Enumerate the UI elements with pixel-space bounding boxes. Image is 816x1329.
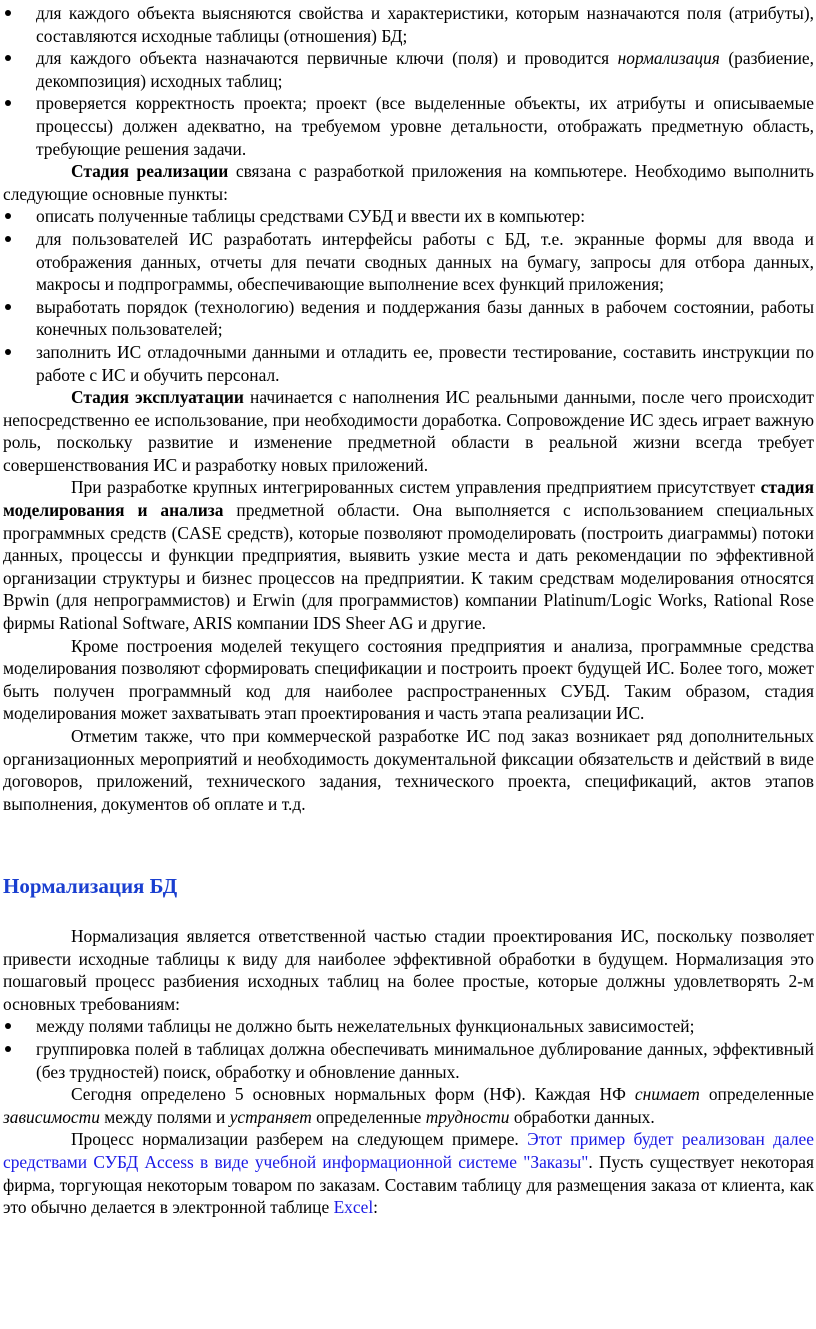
text-segment: определенные <box>699 1084 815 1105</box>
text-segment: : <box>373 1197 378 1218</box>
italic-term: устраняет <box>229 1106 312 1127</box>
paragraph-normalization-intro: Нормализация является ответственной частью стадии проектирования ИС, поскольку позволяет привести исходные таблицы к виду для наиболее эффективной обработки в будущем. Нормализация это пошаговый процесс разбиения исходных таблиц на более простые, которые должны удовлетворять 2-м основных требованиям: <box>3 925 814 1014</box>
list-item: заполнить ИС отладочными данными и отладить ее, провести тестирование, составить инструкции по работе с ИС и обучить персонал. <box>3 341 814 386</box>
italic-term: зависимости <box>3 1106 100 1127</box>
text-segment: Сегодня определено 5 основных нормальных форм (НФ). Каждая НФ <box>71 1084 635 1105</box>
italic-term: снимает <box>634 1084 700 1105</box>
paragraph-modeling <box>3 476 814 634</box>
text-segment: связана с разработкой приложения на компьютере. Необходимо выполнить следующие основные пункты: <box>3 161 814 204</box>
list-item: выработать порядок (технологию) ведения и поддержания базы данных в рабочем состоянии, работы конечных пользователей; <box>3 296 814 341</box>
text-segment: обработки данных. <box>509 1106 655 1127</box>
paragraph-realization <box>3 160 814 205</box>
text-segment: При разработке крупных интегрированных систем управления предприятием присутствует <box>71 477 761 498</box>
text-segment: начинается с наполнения ИС реальными данными, после чего происходит непосредственно ее использование, при необходимости доработка. Сопровождение ИС здесь играет важную роль, поскольку развитие и изменение предметной области в реальной жизни всегда требует совершенствования ИС и разработку новых приложений. <box>3 387 814 475</box>
text-segment: для каждого объекта назначаются первичные ключи (поля) и проводится <box>36 48 618 69</box>
list-item: группировка полей в таблицах должна обеспечивать минимальное дублирование данных, эффективный (без трудностей) поиск, обработку и обновление данных. <box>3 1038 814 1083</box>
paragraph-exploitation <box>3 386 814 476</box>
bold-term: Стадия реализации <box>71 161 229 182</box>
section-heading: Нормализация БД <box>3 874 178 899</box>
paragraph-commercial: Отметим также, что при коммерческой разработке ИС под заказ возникает ряд дополнительных организационных мероприятий и необходимость документальной фиксации обязательств и действий в виде договоров, приложений, технического задания, технического проекта, спецификаций, актов этапов выполнения, документов об оплате и т.д. <box>3 726 814 814</box>
list-item <box>3 47 814 92</box>
list-item: для пользователей ИС разработать интерфейсы работы с БД, т.е. экранные формы для ввода и отображения данных, отчеты для печати сводных данных на бумагу, запросы для отбора данных, макросы и подпрограммы, обеспечивающие выполнение всех функций приложения; <box>3 228 814 296</box>
paragraph-normal-forms <box>3 1083 814 1128</box>
paragraph-example <box>3 1128 814 1218</box>
bullet-list-design-steps <box>3 2 814 160</box>
text-segment: между полями и <box>99 1106 230 1127</box>
bold-term: стадия моделирования и анализа <box>3 477 814 521</box>
text-segment: . Пусть существует некоторая фирма, торгующая некоторым товаром по заказам. Составим таблицу для размещения заказа от клиента, как это обычно делается в электронной таблице <box>3 1151 814 1218</box>
highlighted-text: Excel <box>333 1197 374 1218</box>
italic-term: нормализация <box>617 48 720 69</box>
list-item: для каждого объекта выясняются свойства и характеристики, которым назначаются поля (атрибуты), составляются исходные таблицы (отношения) БД; <box>3 2 814 47</box>
text-segment: (разбиение, декомпозиция) исходных таблиц; <box>36 48 814 91</box>
bullet-list-requirements <box>3 1015 814 1083</box>
paragraph-models: Кроме построения моделей текущего состояния предприятия и анализа, программные средства моделирования позволяют сформировать спецификации и построить проект будущей ИС. Более того, может быть получен программный код для наиболее распространенных СУБД. Таким образом, стадия моделирования может захватывать этап проектирования и часть этапа реализации ИС. <box>3 635 814 724</box>
highlighted-text: Этот пример будет реализован далее средствами СУБД Access в виде учебной информационной системе "Заказы" <box>3 1129 814 1172</box>
text-segment: Процесс нормализации разберем на следующем примере. <box>71 1129 528 1150</box>
list-item: между полями таблицы не должно быть нежелательных функциональных зависимостей; <box>3 1015 814 1038</box>
text-segment: предметной области. Она выполняется с использованием специальных программных средств (CASE средств), которые позволяют промоделировать (построить диаграммы) потоки данных, процессы и функции предприятия, выявить узкие места и дать рекомендации по эффективной организации структуры и бизнес процессов на предприятии. К таким средствам моделирования относятся Bpwin (для непрограммистов) и Erwin (для программистов) компании Platinum/Logic Works, Rational Rose фирмы Rational Software, ARIS компании IDS Sheer AG и другие. <box>3 500 815 634</box>
list-item: описать полученные таблицы средствами СУБД и ввести их в компьютер: <box>3 205 814 228</box>
bold-term: Стадия эксплуатации <box>71 387 244 408</box>
list-item: проверяется корректность проекта; проект (все выделенные объекты, их атрибуты и описываемые процессы) должен адекватно, на требуемом уровне детальности, отображать предметную область, требующие решения задачи. <box>3 92 814 160</box>
text-segment: определенные <box>311 1106 426 1127</box>
bullet-list-realization-steps <box>3 205 814 386</box>
italic-term: трудности <box>425 1106 510 1127</box>
